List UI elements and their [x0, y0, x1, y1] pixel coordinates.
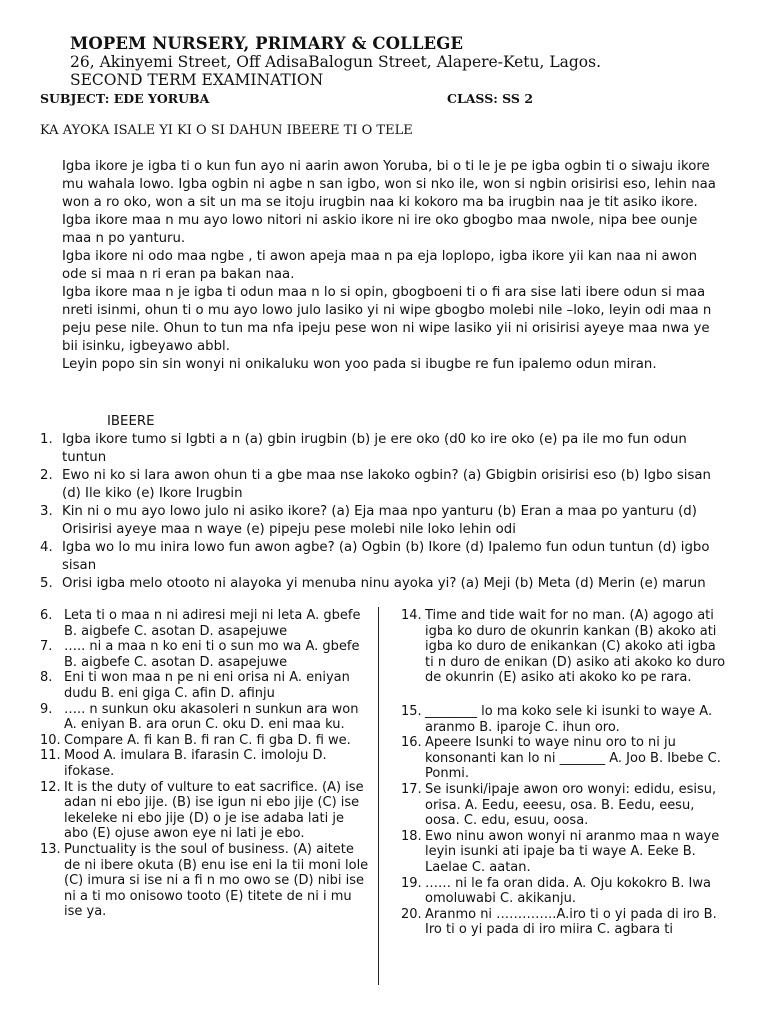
question-number: 17. — [401, 781, 422, 797]
class-label: CLASS: SS 2 — [447, 91, 534, 106]
question-text: It is the duty of vulture to eat sacrifice. (A) ise adan ni ebo jije. (B) ise igun ni ebo jije (C) ise lekeleke ni ebo jije (D) o je ise adaba lati je abo (E) ojuse awon eye ni lati je ebo. — [64, 779, 364, 842]
question-item — [40, 702, 370, 733]
question-text: Ewo ni ko si lara awon ohun ti a gbe maa nse lakoko ogbin? (a) Gbigbin orisirisi eso (b) Igbo sisan (d) Ile kiko (e) Ikore Irugbin — [62, 468, 711, 501]
question-number: 16. — [401, 735, 422, 751]
question-text: …… ni le fa oran dida. A. Oju kokokro B. Iwa omoluwabi C. akikanju. — [425, 875, 711, 907]
question-text: Igba ikore tumo si Igbti a n (a) gbin irugbin (b) je ere oko (d0 ko ire oko (e) pa ile mo fun odun tuntun — [62, 432, 687, 465]
question-item — [40, 575, 730, 593]
question-number: 13. — [40, 841, 61, 857]
question-number: 3. — [40, 504, 53, 519]
question-item — [40, 539, 730, 575]
question-text: Kin ni o mu ayo lowo julo ni asiko ikore? (a) Eja maa npo yanturu (b) Eran a maa po yanturu (d) Orisirisi ayeye maa n waye (e) pipeju pese molebi nile loko lehin odi — [62, 504, 697, 537]
question-number: 2. — [40, 468, 53, 483]
questions-heading: IBEERE — [107, 414, 155, 429]
instruction: KA AYOKA ISALE YI KI O SI DAHUN IBEERE TI O TELE — [40, 123, 413, 138]
question-text: Time and tide wait for no man. (A) agogo ati igba ko duro de okunrin kankan (B) akoko ati igba ko duro de enikankan (C) akoko ati igba ti n duro de enikan (D) asiko ati akoko ko duro de okunrin (E) asiko ati akoko ko pe rara. — [425, 608, 726, 686]
question-number: 15. — [401, 703, 422, 719]
question-item — [40, 467, 730, 503]
question-text: Ewo ninu awon wonyi ni aranmo maa n waye leyin isunki ati ipaje ba ti waye A. Eeke B. Laelae C. aatan. — [425, 828, 720, 875]
question-item — [40, 431, 730, 467]
question-text: Eni ti won maa n pe ni eni orisa ni A. eniyan dudu B. eni giga C. afin D. afinju — [64, 670, 350, 701]
question-text: Apeere Isunki to waye ninu oro to ni ju konsonanti kan lo ni _______ A. Joo B. Ibebe C. Ponmi. — [425, 735, 721, 782]
question-item — [40, 842, 370, 920]
subject-label: SUBJECT: EDE YORUBA — [40, 91, 210, 106]
question-number: 6. — [40, 608, 53, 623]
question-text: ….. n sunkun oku akasoleri n sunkun ara won A. eniyan B. ara orun C. oku D. eni maa ku. — [64, 701, 359, 733]
questions-right-column — [401, 608, 726, 938]
question-number: 12. — [40, 779, 61, 795]
question-item — [401, 876, 726, 907]
questions-left-column — [40, 608, 370, 920]
question-number: 1. — [40, 432, 53, 447]
question-number: 7. — [40, 639, 53, 655]
question-number: 10. — [40, 732, 61, 748]
question-text: Leta ti o maa n ni adiresi meji ni leta A. gbefe B. aigbefe C. asotan D. asapejuwe — [64, 608, 361, 639]
question-item — [401, 907, 726, 938]
column-divider — [378, 607, 379, 985]
question-text: Mood A. imulara B. ifarasin C. imoloju D. ifokase. — [64, 748, 327, 779]
spacer — [401, 686, 726, 704]
question-number: 9. — [40, 701, 53, 717]
passage — [62, 158, 722, 374]
question-item — [401, 829, 726, 876]
question-number: 20. — [401, 906, 422, 922]
passage-paragraph: Igba ikore ni odo maa ngbe , ti awon apeja maa n pa eja loplopo, igba ikore yii kan naa ni awon ode si maa n ri eran pa bakan naa. — [62, 249, 698, 282]
question-text: Compare A. fi kan B. fi ran C. fi gba D. fi we. — [64, 732, 351, 748]
question-number: 11. — [40, 748, 61, 764]
question-item — [40, 748, 370, 779]
passage-paragraph: Igba ikore je igba ti o kun fun ayo ni aarin awon Yoruba, bi o ti le je pe igba ogbin ti o siwaju ikore mu wahala lowo. Igba ogbin ni agbe n san igbo, won si nko ile, won si ngbin orisirisi eso, lehin naa won a ro oko, won a sit un ma se itoju irugbin naa ki kokoro ma ba irugbin naa je tit asiko ikore. — [62, 159, 716, 210]
school-address: 26, Akinyemi Street, Off AdisaBalogun Street, Alapere-Ketu, Lagos. — [70, 53, 602, 71]
question-item — [401, 704, 726, 735]
question-number: 18. — [401, 828, 422, 844]
question-item — [40, 639, 370, 670]
question-text: ….. ni a maa n ko eni ti o sun mo wa A. gbefe B. aigbefe C. asotan D. asapejuwe — [64, 639, 360, 670]
question-text: Igba wo lo mu inira lowo fun awon agbe? (a) Ogbin (b) Ikore (d) Ipalemo fun odun tuntun (d) igbo sisan — [62, 540, 710, 573]
question-text: Aranmo ni …………..A.iro ti o yi pada di iro B. Iro ti o yi pada di iro miira C. agbara ti — [425, 906, 717, 938]
question-number: 4. — [40, 540, 53, 555]
question-text: Punctuality is the soul of business. (A) aitete de ni ibere okuta (B) enu ise eni la tii moni lole (C) imura si ise ni a fi n mo owo se (D) nibi ise ni a ti mo onisowo tooto (E) titete de ni i mu ise ya. — [64, 841, 369, 920]
passage-paragraph: Igba ikore maa n je igba ti odun maa n lo si opin, gbogboeni ti o fi ara sise lati ibere odun si maa nreti isinmi, ohun ti o mu ayo lowo julo lasiko yi ni wipe gbogbo molebi nile –loko, leyin odi maa n peju pese nile. Ohun to tun ma nfa ipeju pese won ni wipe lasiko yii ni orisirisi ayeye maa nwa ye bii isinku, igbeyawo abbl. — [62, 285, 712, 354]
question-number: 14. — [401, 608, 422, 623]
question-item — [40, 503, 730, 539]
question-text: Se isunki/ipaje awon oro wonyi: edidu, esisu, orisa. A. Eedu, eeesu, osa. B. Eedu, eesu, oosa. C. edu, esuu, oosa. — [425, 781, 717, 829]
questions-passage — [40, 431, 730, 593]
question-item — [401, 608, 726, 686]
passage-paragraph: Igba ikore maa n mu ayo lowo nitori ni askio ikore ni ire oko gbogbo maa nwole, nipa bee ounje maa n po yanturu. — [62, 213, 698, 246]
question-item — [401, 735, 726, 782]
passage-paragraph: Leyin popo sin sin wonyi ni onikaluku won yoo pada si ibugbe re fun ipalemo odun miran. — [62, 357, 657, 372]
school-name: MOPEM NURSERY, PRIMARY & COLLEGE — [70, 34, 464, 53]
question-text: Orisi igba melo otooto ni alayoka yi menuba ninu ayoka yi? (a) Meji (b) Meta (d) Merin (e) marun — [62, 576, 706, 591]
question-number: 8. — [40, 670, 53, 686]
question-text: ________ lo ma koko sele ki isunki to waye A. aranmo B. iparoje C. ihun oro. — [425, 703, 713, 735]
question-item — [401, 782, 726, 829]
question-item — [40, 780, 370, 842]
question-number: 5. — [40, 576, 53, 591]
question-item — [40, 608, 370, 639]
question-item — [40, 670, 370, 701]
exam-term: SECOND TERM EXAMINATION — [70, 71, 324, 89]
question-item — [40, 733, 370, 749]
question-number: 19. — [401, 875, 422, 891]
